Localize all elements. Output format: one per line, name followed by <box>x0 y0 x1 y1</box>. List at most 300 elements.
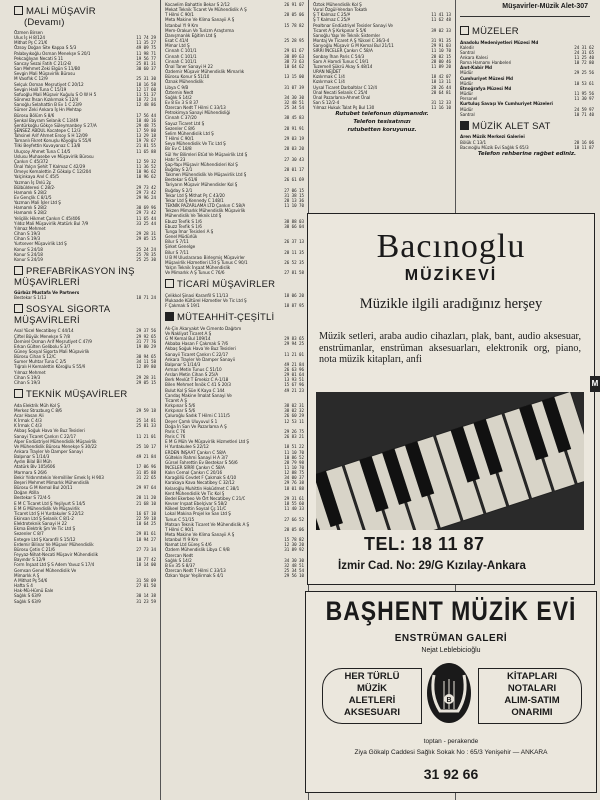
ad-phone: TEL: 18 11 87 <box>364 534 485 554</box>
entry-phone: 28 05 06 <box>284 12 304 18</box>
entry-name: Aydın Bilal Bil Müh <box>14 459 52 465</box>
ad2-right-services <box>482 671 582 719</box>
entry-name: Santral <box>460 111 475 117</box>
entry-phone: 18 11 87 <box>574 144 594 150</box>
entry-phone: 11 65 88 <box>136 148 156 154</box>
entry-name: Bürosu G M Kemal Bul 20/11 <box>14 485 73 491</box>
entry-phone: 11 10 70 <box>284 203 304 209</box>
entry-phone: 27 73 34 <box>136 546 156 552</box>
entry-phone: 26 91 07 <box>284 2 304 7</box>
entry-name: Bilur S 7/11 <box>165 249 189 255</box>
entry-phone: 28 64 81 <box>431 89 451 95</box>
entry-phone: 29 28 31 <box>136 374 156 380</box>
entry-name: ERDEN İNŞAAT Çankırı C 58/A <box>165 449 226 455</box>
entry-name: Ak-Çin Akaryakıt Ve Cimento Dağıtım <box>165 325 242 331</box>
section-heading <box>460 26 594 38</box>
section-heading <box>14 6 156 28</box>
entry-name: İstanbul Yl 9 Km <box>165 537 199 543</box>
entry-name: TEKNİK PAZARLAMA LTD Çankırı C 58/A <box>165 203 246 209</box>
entry-name: Akbaş Soğuk Hava Ve Buz Tesisleri <box>165 346 236 352</box>
svg-text:B: B <box>446 697 452 704</box>
entry-name: Karagöllü Cevdet F Çakmak S 4/10 <box>165 475 237 481</box>
entry-name: Mühendislik Ve Teknik Ltd Ş <box>165 213 222 219</box>
entry-name: Uysal Ticaret Darbaltılar C 12/4 <box>313 84 377 90</box>
entry-name: Sezenler C 8/7 <box>14 531 44 537</box>
entry-name: Personel <box>460 96 478 102</box>
entry-name: Şenkal Bayram Selanik C 13/49 <box>14 117 79 123</box>
entry-phone: 29 28 31 <box>136 231 156 237</box>
entry-phone: 29 96 24 <box>136 195 156 200</box>
entry-name: Şap-Yapı Müşavir Mühendisleri Kol Ş <box>165 161 238 167</box>
entry-name: Çankırı C 45/372 <box>14 158 49 164</box>
entry-name: Çiftel Büyük Menekşe S 7/8 <box>14 333 70 339</box>
entry-name: Bedel Ekerbeo Ve Ört Necatibey C 21/C <box>165 495 246 501</box>
entry-name: Meta Makine Ve Klima Sanayii A Ş <box>165 532 235 537</box>
entry-phone: 19 56 77 <box>136 55 156 61</box>
entry-name: Tilki Beyfettin Kuvayanaz C 13/8 <box>14 143 81 149</box>
entry-phone: 31 07 39 <box>284 84 304 90</box>
entry-phone: 25 28 95 <box>284 38 304 44</box>
directory-entry <box>14 599 156 604</box>
entry-name: Sarı Mehmet Zeki Elgün S 11/B0 <box>14 66 81 72</box>
entry-phone: 18 94 27 <box>136 536 156 542</box>
entry-name: Hamamlı S 28/2 <box>14 205 47 211</box>
entry-phone: 31 38 15 <box>284 192 304 198</box>
entry-phone: 25 34 54 <box>284 105 304 111</box>
entry-name: Hamamlı S 28/2 <box>14 210 47 216</box>
entry-name: Sönmez İhsan Kızılırmak S 12/4 <box>14 97 79 103</box>
entry-phone: 18 71 24 <box>136 295 156 301</box>
entry-phone: 10 64 25 <box>136 521 156 527</box>
entry-name: Çaluroğlu Sadık T Hilmi C 111/5 <box>165 413 230 419</box>
entry-phone: 49 21 84 <box>136 454 156 460</box>
entry-phone: 13 93 51 <box>284 377 304 383</box>
section-checkbox-icon <box>165 279 174 288</box>
entry-phone: 18 06 20 <box>284 292 304 298</box>
entry-name: Bilur S 7/11 <box>165 239 189 245</box>
entry-name: Öznak Mühendislik <box>165 79 204 85</box>
entry-phone: 30 14 38 <box>136 593 156 599</box>
entry-phone: 12 17 60 <box>136 86 156 92</box>
notice-text: rutubetten koruyunuz. <box>347 127 417 134</box>
header-rule <box>460 16 590 17</box>
entry-phone: 18 01 88 <box>284 485 304 491</box>
entry-name: Balpınar S 1/14/3 <box>165 361 201 367</box>
entry-phone: 24 31 62 <box>574 44 594 50</box>
entry-phone: 29 48 75 <box>136 122 156 128</box>
entry-phone: 49 21 23 <box>284 387 304 393</box>
entry-phone: 17 56 44 <box>136 112 156 118</box>
entry-name: Bölük C 13/1 <box>460 139 487 145</box>
entry-phone: 30 69 96 <box>136 205 156 211</box>
entry-name: Buğday S 2/1 <box>165 167 193 172</box>
ad-brand-logo: Bacınoglu <box>376 228 526 265</box>
entry-phone: 27 01 50 <box>136 583 156 589</box>
entry-phone: 38 88 03 <box>284 218 304 224</box>
directory-entry <box>165 573 304 578</box>
entry-phone: 10 64 62 <box>284 63 304 69</box>
entry-phone: 11 25 40 <box>574 54 594 60</box>
entry-phone: 24 31 65 <box>574 49 594 55</box>
entry-name: Tariyarın Müşavir Mühendisler Kol Ş <box>165 182 238 188</box>
section-title: TİCARİ MÜŞAVİRLER <box>177 279 276 291</box>
ad2-subtitle: ENSTRÜMAN GALERİ <box>394 633 508 644</box>
entry-name: Erkan Gülten Gelibolu S 3/7 <box>14 343 71 349</box>
entry-name: Mukaade Kültürel Hizmetler Ve Tic Ltd Ş <box>165 297 247 303</box>
entry-phone: 18 14 00 <box>136 562 156 568</box>
entry-name: Elektroteknik Sanayi H 22 <box>14 521 67 527</box>
entry-name: Deyer Çamlı Uluyuvul S 1 <box>165 418 218 424</box>
entry-phone: 18 77 42 <box>136 557 156 563</box>
entry-name: Yurtsever Müşavirlik Ltd Ş <box>14 241 67 247</box>
entry-name: Ekma Elektrik Şm Ve Tic Ltd Ş <box>14 526 76 532</box>
entry-phone: 17 06 96 <box>136 464 156 470</box>
entry-name: Kırkpınar S 5/6 <box>165 408 196 414</box>
entry-name: Konur S 24/18 <box>14 246 43 252</box>
entry-phone: 12 30 20 <box>284 542 304 548</box>
entry-name: Ve Mühendislik Bürosu Menekşe S 30/22 <box>14 443 97 449</box>
entry-phone: 11 21 01 <box>284 351 304 357</box>
ad2-left-line: ALETLERİ <box>348 695 396 706</box>
notice-text: Telefon tesisatınızı <box>353 119 411 126</box>
ad-product-list: Müzik setleri, araba audio cihazları, plak, bant, audio aksesuar, enstrümanlar, enstrüman aksesuarları, elektronik org, piano, nota müzik kitapları, anfi <box>319 331 581 365</box>
entry-name: Müdür <box>460 80 474 86</box>
entry-phone: 29 92 65 <box>136 333 156 339</box>
entry-phone: 29 97 64 <box>136 485 156 491</box>
entry-name: Mimar Ltd Ş <box>165 43 190 49</box>
entry-name: Sayuz Ticaret Ltd Ş <box>165 120 205 126</box>
entry-name: Sanayi Ticaret Çankırı C 22/17 <box>14 433 76 439</box>
entry-name: Ebuzz Tevfik S 1/6 <box>165 218 202 224</box>
entry-phone: 18 87 95 <box>284 303 304 309</box>
entry-phone: 25 10 17 <box>136 443 156 449</box>
entry-phone: 34 30 30 <box>284 94 304 100</box>
section-heading <box>14 304 156 326</box>
entry-name: Uluçsoy Ahmet Tuna C 14/5 <box>14 148 71 154</box>
entry-name: Tunga İmar Tesisleri A Ş <box>165 228 214 234</box>
entry-name: Kevser Inşaat Ebelçivar S 58/2 <box>165 501 228 507</box>
entry-name: Özdemir Müşavir Mühendislik Mimarlık <box>165 69 245 75</box>
entry-name: Kent Mühendislik Ve Tic Kol Ş <box>165 490 225 496</box>
section-title: SOSYAL SİGORTA MÜŞAVİRLERİ <box>14 304 110 326</box>
entry-name: Tekar Ltd Ş Mithat Pş C 43/20 <box>165 192 225 198</box>
entry-phone: 29 03 19 <box>284 136 304 142</box>
entry-name: Matsan Teknik Ticaret Ve Mühendislik A Ş <box>165 521 250 527</box>
entry-phone: 32 48 51 <box>284 562 304 568</box>
entry-name: ŞENSEZ ABDUL Kocatepe C 12/3 <box>14 127 81 133</box>
entry-name: Marmara S 26/6 <box>14 469 47 475</box>
entry-name: Sağlık S 14/2 <box>165 557 192 563</box>
entry-phone: 10 71 40 <box>574 111 594 117</box>
entry-name: San S 12/2-4 <box>313 99 340 105</box>
entry-name: Kelaroğlu Muhittin Hoküdmet C 38/1 <box>165 485 240 491</box>
ad2-left-line: MÜZİK <box>356 683 388 694</box>
directory-entry <box>165 303 304 308</box>
entry-name: Ve Nakliyat Ticaret A Ş <box>165 330 212 336</box>
entry-name: Paris C 76 <box>165 428 186 434</box>
entry-name: Gürsel Fahrettin Ev Bestekar S 56/6 <box>165 459 238 465</box>
entry-phone: 10 72 80 <box>574 60 594 66</box>
entry-name: Yazman Mali İşler Ltd Ş <box>14 200 61 206</box>
entry-name: Ümeys Kemalettin Z Gökalp C 12/204 <box>14 169 92 175</box>
entry-name: Sağlık S 14/2 <box>165 94 192 100</box>
entry-name: Özmen Birsen <box>14 30 43 35</box>
entry-name: Ankara Trayler Ve Damper Sanayii <box>165 356 235 362</box>
entry-phone: 29 81 61 <box>136 531 156 537</box>
entry-phone: 29 05 15 <box>136 379 156 385</box>
entry-name: Libya C 9/B <box>165 84 189 90</box>
entry-name: Bestekar S 72/4-5 <box>14 495 51 501</box>
entry-name: Kurtuluş Savaşı Ve Cumhuriyet Müzeleri <box>460 101 553 107</box>
entry-name: Öztok Mühendislik Kol Ş <box>313 2 362 7</box>
entry-name: Hak-Mü-Hümü Eale <box>14 588 54 594</box>
entry-phone: 12 53 11 <box>284 418 304 424</box>
entry-phone: 11 74 29 <box>136 35 156 41</box>
directory-entry <box>460 112 594 117</box>
entry-phone: 28 79 98 <box>284 459 304 465</box>
entry-name: Aren Müzik Merkezi Galeriei <box>460 134 525 140</box>
entry-phone: 26 52 35 <box>284 259 304 265</box>
entry-name: Atatürk Blv 105/606 <box>14 464 56 470</box>
entry-name: Kaledir <box>460 44 475 50</box>
entry-name: Alper Endüstriyel Mühendislik Müşavirlik <box>14 438 97 444</box>
entry-name: Kalın Cemal Çankırı C 20/16 <box>165 470 223 476</box>
entry-name: Roma Hamamı Hanbeleri <box>460 60 512 66</box>
section-title: MALİ MÜŞAVİR <box>26 6 96 17</box>
entry-phone: 19 80 29 <box>136 343 156 349</box>
section-title: PREFABRİKASYON İNŞ MÜŞAVİRLERİ <box>14 266 135 288</box>
entry-phone: 18 13 11 <box>431 79 451 85</box>
entry-name: Tunus C 51/15 <box>165 516 195 522</box>
entry-phone: 38 45 83 <box>284 115 304 121</box>
entry-name: E M G Mühendislik Ve Müşavirlik <box>14 505 80 511</box>
entry-name: Sofuoğlu Mali Müşavir Kuğulu S O W H 5 <box>14 91 97 97</box>
entry-phone: 26 63 96 <box>284 367 304 372</box>
directory-entry <box>14 380 156 385</box>
entry-name: G M Kemal Bul 109/14 <box>165 336 211 342</box>
entry-name: Tığralı H Kemalettin Köroğlu S 55/9 <box>14 364 86 370</box>
entry-name: Kökeel İzzettin Soysal Çş 11/C <box>165 506 227 512</box>
entry-phone: 38 02 32 <box>284 408 304 414</box>
entry-phone: 30 60 37 <box>136 66 156 72</box>
entry-phone: 34 11 58 <box>136 359 156 365</box>
entry-name: Cihan S 19/3 <box>14 236 41 242</box>
entry-phone: 29 61 67 <box>284 48 304 54</box>
entry-name: Müdür <box>460 70 474 76</box>
entry-name: Sarıyoğlu Müşavir G M Kemal Bul 21/11 <box>313 43 394 49</box>
entry-phone: 29 56 10 <box>284 573 304 579</box>
entry-phone: 25 34 54 <box>284 568 304 574</box>
entry-name: Şirket Genelge <box>165 244 196 250</box>
entry-name: Ve Mimarlık A Ş Tunus C 76/6 <box>165 270 225 276</box>
entry-name: Bestekar S 1/13 <box>14 295 47 301</box>
lyre-icon <box>420 659 478 729</box>
entry-phone: 31 77 76 <box>136 338 156 344</box>
entry-name: K İrmak C 4/3 <box>14 418 42 424</box>
entry-name: Tomanlı Fikret Konuşlu Köyoğlu S 55/9 <box>14 138 92 144</box>
entry-phone: 11 10 70 <box>284 464 304 470</box>
entry-name: Hatır S 23 <box>165 156 186 162</box>
entry-name: Cihan S 19/3 <box>14 231 41 237</box>
entry-name: Müdür <box>460 106 474 112</box>
entry-phone: 13 29 18 <box>136 133 156 139</box>
entry-name: K İrmak C 4/3 <box>14 423 42 429</box>
entry-phone: 22 59 18 <box>136 516 156 521</box>
ad2-owner: Nejat Leblebicioğlu <box>421 647 481 654</box>
entry-name: Montaj Ve Ticaret A Ş Yüksel C 36/3-4 <box>313 38 390 44</box>
entry-name: M Vasıflık C 12/9 <box>14 76 48 82</box>
entry-phone: 38 73 63 <box>284 58 304 64</box>
entry-name: Erdemir Bilinar Ve Müşavir Mühendislik <box>14 541 94 547</box>
notice-text: Rutubet telefonun düşmanıdır. <box>335 111 429 118</box>
entry-name: Özdem Mühendislik Libya C 9/B <box>165 547 230 553</box>
section-heading <box>165 312 304 324</box>
entry-name: Ev 8 Ev 3 S 8 37 <box>165 99 199 105</box>
entry-name: Ankara Kalesi <box>460 54 488 60</box>
entry-name: Tahsinel Arif Ahmet Ersoy S H 12/09 <box>14 133 88 139</box>
entry-name: Pealtınar Endüstriyel Tesisler Sanayi Ve <box>313 22 393 28</box>
entry-phone: 18 72 24 <box>136 97 156 103</box>
entry-phone: 29 31 61 <box>284 495 304 501</box>
entry-name: Ünal Necati Selanik C 25/4 <box>313 89 368 95</box>
entry-phone: 12 48 86 <box>136 102 156 108</box>
entry-name: Ş T Kalmaz C 25/A <box>313 12 351 18</box>
entry-name: Ekinsan Ltd Ş Selanik C 8/1-2 <box>14 516 74 521</box>
section-title: MÜTEAHHİT-ÇEŞİTLİ <box>177 312 275 324</box>
ad2-right-line: ALIM-SATIM <box>504 695 560 706</box>
entry-name: Sevgin Mali Müşavirlik Bürosu <box>14 71 75 77</box>
entry-name: Ticaret A Ş <box>165 397 187 403</box>
entry-name: Ticaret Ltd Ş H Yurdakuler S 22/12 <box>14 510 84 516</box>
ad-brand-subtitle: MÜZİKEVİ <box>404 267 498 284</box>
entry-phone: 38 66 04 <box>284 223 304 229</box>
section-heading <box>14 266 156 288</box>
entry-phone: 28 13 36 <box>284 197 304 203</box>
entry-phone: 17 59 80 <box>136 127 156 133</box>
entry-name: Bestekar S 61/8 <box>165 177 198 183</box>
entry-name: Sezenler C 8/6 <box>165 125 195 131</box>
entry-name: Hamamlı S 28/2 <box>14 189 47 195</box>
entry-name: Yeliçilik Hikmet Çankırı C 45/406 <box>14 215 81 221</box>
entry-name: Bayındır S 12/9 <box>14 557 46 563</box>
entry-phone: 31 23 59 <box>136 598 156 604</box>
entry-name: Sarıoğlu Yapı Ve Teknik Sistemler <box>313 32 381 38</box>
ad-address: İzmir Cad. No: 29/G Kızılay-Ankara <box>338 560 526 572</box>
entry-phone: 16 67 10 <box>136 510 156 516</box>
entry-name: Tuzemell Şükrü Akay S 48/14 <box>313 63 373 69</box>
entry-phone: 28 26 44 <box>431 84 451 90</box>
entry-name: Kırkpınar S 5/6 <box>165 403 196 409</box>
entry-phone: 31 22 65 <box>136 474 156 480</box>
entry-phone: 11 10 70 <box>431 48 451 54</box>
entry-name: Sumer Muhtar Tuna C 2/5 <box>14 359 67 365</box>
entry-phone: 28 05 06 <box>284 526 304 532</box>
entry-name: U B M Uluslararası Birleşmiş Müşavirler <box>165 254 245 260</box>
entry-name: Özercan Nedt T Hilmi C 33/13 <box>165 568 226 574</box>
column-3 <box>313 2 451 134</box>
entry-name: T Hilmi C 90/1 <box>165 12 194 18</box>
baskent-muzik-evi-advertisement <box>305 591 597 793</box>
entry-name: Ebuzz Tevfik S 1/6 <box>165 223 202 229</box>
entry-phone: 27 06 15 <box>284 187 304 193</box>
entry-name: T Hilmi C 90/1 <box>165 526 194 532</box>
section-heading <box>460 121 594 133</box>
entry-name: Acar Hasan Ali <box>14 412 44 418</box>
entry-name: URAN NEJDET <box>313 69 342 75</box>
entry-name: Bürosu Bölüm S 8/6 <box>14 112 55 118</box>
entry-name: E M C Ticaret Ltd Ş Yeşilyurt S 14/5 <box>14 500 86 506</box>
entry-phone: 28 11 20 <box>136 495 156 501</box>
entry-phone: 13 15 00 <box>284 74 304 80</box>
entry-name: Sonbay İhan Paris C 54/3 <box>313 53 365 59</box>
entry-name: Bürosu Çetin C 21/6 <box>14 546 55 552</box>
entry-name: Sül Yer Bilimleri Etüd Ve Müşavirlik Ltd Ş <box>165 151 248 157</box>
entry-name: Petrokimya Sanayi Mühendisliği <box>165 110 231 116</box>
entry-name: Gürbüz Mustafa Ve Partners <box>14 290 80 296</box>
entry-name: Cinnah C 37/20 <box>165 115 197 121</box>
entry-name: Palabıyıkoğlu Osman Menekşe S 20/1 <box>14 50 91 56</box>
ad2-right-line: KİTAPLARI <box>507 671 557 682</box>
entry-name: Selçuk Osman Meşrutiyet C 20/12 <box>14 81 84 87</box>
entry-phone: 10 96 62 <box>136 169 156 175</box>
entry-name: Güney Sosyal Sigorta Mali Müşavirlik <box>14 348 90 354</box>
entry-name: Beşeri Mehmet Mimarlık Mühendislik <box>14 479 90 485</box>
entry-name: B Ev 35 S 8/37 <box>165 562 196 568</box>
entry-name: Merkez Strazburg C 8/6 <box>14 407 62 413</box>
section-title: MÜZELER <box>472 26 519 37</box>
entry-phone: 28 16 06 <box>574 139 594 145</box>
entry-name: Sarıoğlu Selahattin B Ev 1 C 23/9 <box>14 102 82 108</box>
entry-name: Demirel Osman Arif Meşrutiyet C 47/9 <box>14 338 92 344</box>
entry-phone: 11 95 56 <box>574 91 594 97</box>
entry-name: Paris C 76 <box>165 434 186 440</box>
entry-name: E M G Müh Ve Müşavirlik Hizmetleri Ltd Ş <box>165 439 250 445</box>
entry-name: Gemsan Genel Mühendislik Ve <box>14 567 77 573</box>
notice-text: Telefon rehberine rağbet ediniz. <box>477 150 577 157</box>
entry-phone: 15 67 96 <box>284 382 304 388</box>
entry-phone: 28 03 20 <box>284 146 304 152</box>
entry-name: Sağlık S 63/9 <box>14 598 41 604</box>
entry-name: H Yurdakulee S 22/12 <box>165 444 209 450</box>
entry-phone: 29 59 18 <box>136 407 156 413</box>
entry-phone: 31 89 92 <box>284 547 304 553</box>
entry-phone: 18 40 16 <box>136 117 156 123</box>
entry-phone: 29 83 65 <box>284 336 304 342</box>
section-checkbox-icon <box>460 121 469 130</box>
directory-entry <box>165 270 304 275</box>
entry-phone: 39 02 33 <box>431 27 451 33</box>
entry-name: Berk Mevlüt T Emekiz C A-1/18 <box>165 377 229 383</box>
ad2-address: Ziya Gökalp Caddesi Sağlık Sokak No : 65/3 Yenişehir — ANKARA <box>354 749 548 756</box>
section-checkbox-icon <box>460 26 469 35</box>
entry-phone: 31 91 35 <box>431 38 451 44</box>
entry-name: Kızılırmak C 1/4 <box>313 74 345 80</box>
entry-phone: 11 40 33 <box>284 506 304 512</box>
entry-phone: 31 12 33 <box>431 99 451 105</box>
entry-phone: 10 96 62 <box>136 174 156 180</box>
entry-phone: 29 76 38 <box>284 480 304 486</box>
entry-phone: 28 02 15 <box>431 53 451 59</box>
entry-name: Cihan S 19/3 <box>14 374 41 380</box>
entry-name: Kızılırmak C 1/4 <box>313 79 345 85</box>
entry-name: Bürosu Konur S 51/10 <box>165 74 210 80</box>
entry-name: Etnoğrafya Müzesi Md <box>460 85 512 91</box>
ad2-left-line: AKSESUARI <box>344 707 400 718</box>
entry-name: Öztemin Nedt <box>165 89 194 95</box>
entry-name: Takmen Mühendislik Ve Müşavirlik Ltd Ş <box>165 172 247 178</box>
ad2-left-line: HER TÜRLÜ <box>344 671 400 682</box>
entry-name: Gültekin Rahmi Sanayi H A 3/7 <box>165 454 228 460</box>
